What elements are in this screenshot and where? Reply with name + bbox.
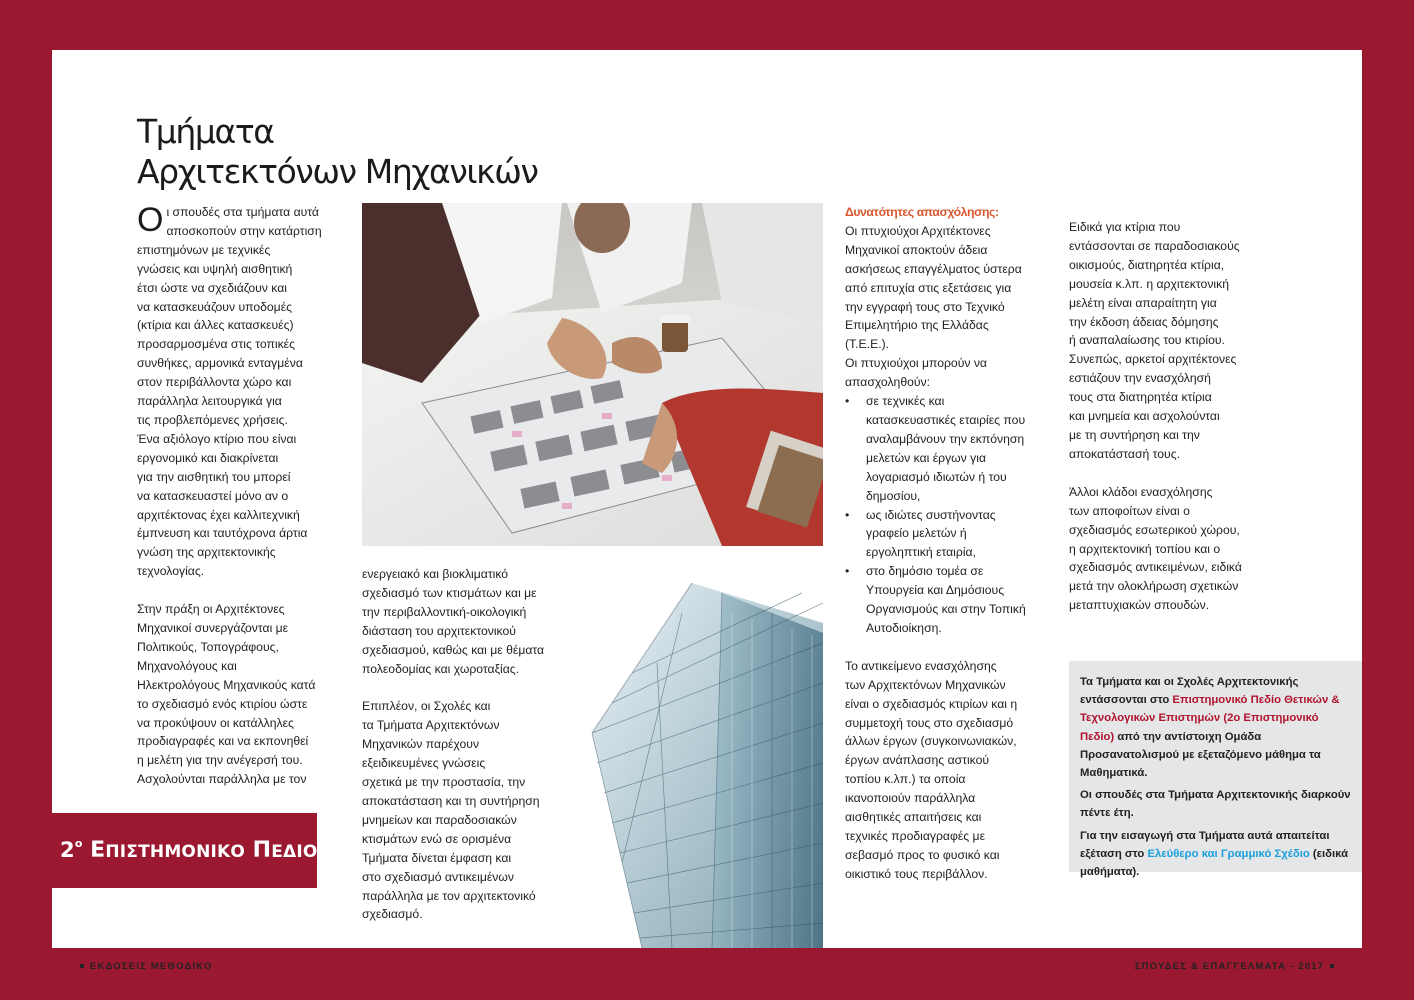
text-line: έτσι ώστε να σχεδιάζουν και [137,280,287,295]
text-line: • σε τεχνικές και [866,394,945,409]
text-line: γραφείο μελετών ή [866,526,967,541]
text-line: Μηχανικών παρέχουν [362,737,480,752]
text-line: από επιτυχία στις εξετάσεις για [845,280,1012,295]
text-line: την περιβαλλοντική-οικολογική [362,604,527,619]
text-line: εντάσσονται σε παραδοσιακούς [1069,238,1240,253]
text-line: Ηλεκτρολόγους Μηχανικούς κατά [137,677,316,692]
text-line: συνθήκες, αρμονικά ενταγμένα [137,356,303,371]
text-line: Επιπλέον, οι Σχολές και [362,699,491,714]
text-line: Ειδικά για κτίρια που [1069,220,1181,234]
text-line: τεχνικές προδιαγραφές με [845,829,986,843]
text-line: Τμήματα δίνεται έμφαση και [362,850,512,865]
employment-heading: Δυνατότητες απασχόλησης: [845,205,999,219]
text-line: αναλαμβάνουν την εκπόνηση [866,431,1025,446]
intro-paragraph [137,203,347,581]
second-column [362,565,572,924]
text-line: ικανοποιούν παράλληλα [845,791,976,806]
text-line: και μνημεία και ασχολούνται [1069,409,1220,424]
text-line: των Αρχιτεκτόνων Μηχανικών [845,677,1006,692]
footer-right [1135,956,1362,972]
title-line-2: Αρχιτεκτόνων Μηχανικών [137,152,538,191]
text-line: τεχνολογίας. [137,564,205,579]
text-line: εργονομικό και διακρίνεται [137,450,279,465]
text-line: προδιαγραφές και να εκπονηθεί [137,734,309,749]
info-duration-paragraph: Οι σπουδές στα Τμήματα Αρχιτεκτονικής διαρκούν πέντε έτη. [1080,789,1351,820]
text-line: Ένα αξιόλογο κτίριο που είναι [137,431,297,446]
text-line: μουσεία κ.λπ. η αρχιτεκτονική [1069,276,1229,291]
employment-list [845,392,1055,638]
text-line: σεβασμό προς το φυσικό και [845,847,1000,862]
scope-paragraph [845,657,1055,884]
text-line: Οι πτυχιούχοι μπορούν να [845,356,987,371]
text-line: Μηχανικοί αποκτούν άδεια [845,242,988,257]
text-line: άλλων έργων (συγκοινωνιακών, [845,734,1017,749]
text-line: την εγγραφή τους στο Τεχνικό [845,299,1005,314]
text-line: Οργανισμούς και στην Τοπική [866,602,1026,617]
text-line: συμμετοχή τους στο σχεδιασμό [845,715,1014,730]
text-line: (Τ.Ε.Ε.). [845,337,890,352]
info-text: Τα Τμήματα και οι Σχολές Αρχιτεκτονικής εντάσσονται στο [1080,676,1299,707]
text-line: εστιάζουν την ενασχόλησή [1069,371,1211,386]
practice-paragraph [137,600,347,789]
banner-word1-cap: Ε [90,838,106,863]
text-line: μελετών και έργων για [866,450,987,465]
text-line: οικιστικό τους περιβάλλον. [845,866,988,881]
heritage-paragraph [1069,218,1274,464]
text-line: Μηχανικοί συνεργάζονται με [137,621,289,636]
text-line: απασχοληθούν: [845,375,931,390]
footer-left [52,956,213,972]
text-line: αποσκοπούν στην κατάρτιση [166,223,322,238]
text-line: αρχιτέκτονας έχει καλλιτεχνική [137,507,300,522]
text-line: σχεδιασμό των κτισμάτων και με [362,585,537,600]
energy-paragraph [362,565,572,678]
text-line: την έκδοση άδειας δόμησης [1069,314,1219,329]
text-line: τους στα διατηρητέα κτίρια [1069,390,1212,405]
text-line: εξειδικευμένες γνώσεις [362,756,486,771]
text-line: κτισμάτων ενώ σε ορισμένα [362,831,512,846]
banner-number: 2 [60,838,75,862]
text-line: των αποφοίτων είναι ο [1069,503,1190,518]
banner-word2-rest: ΕΔΙΟ [271,842,318,862]
banner-word1-rest: ΠΙΣΤΗΜΟΝΙΚΟ [105,842,246,862]
text-line: Υπουργεία και Δημόσιους [866,583,1005,598]
text-line: Αυτοδιοίκηση. [866,620,942,635]
info-exam-paragraph [1080,827,1352,882]
text-line: δημοσίου, [866,488,921,503]
preservation-paragraph [362,697,572,924]
heritage-column [1069,218,1274,615]
text-line: γνώση της αρχιτεκτονικής [137,545,276,560]
intro-column [137,203,347,789]
employment-list-item [845,392,1055,505]
text-line: έργων ανάπλασης αστικού [845,753,990,768]
text-line: παράλληλα με τον αρχιτεκτονικό [362,888,536,903]
text-line: να προκύψουν οι κατάλληλες [137,715,294,730]
glass-building-image [572,583,823,948]
text-line: να κατασκευάζουν υποδομές [137,299,293,314]
info-red-highlight: Επιστημονικό Πεδίο Θετικών & Τεχνολογικών Επιστημών (2ο Επιστημονικό Πεδίο) [1080,694,1340,743]
architects-photo [362,203,823,546]
text-line: επιστημόνων με τεχνικές [137,242,271,257]
page-number-left: 314 [52,956,74,972]
publisher-name: ΕΚΔΟΣΕΙΣ ΜΕΘΟΔΙΚΟ [89,961,213,972]
text-line: λογαριασμό ιδιωτών ή του [866,469,1007,484]
text-line: Πολιτικούς, Τοπογράφους, [137,639,279,654]
text-line: για την αισθητική του μπορεί [137,469,291,484]
text-line: γνώσεις και υψηλή αισθητική [137,261,293,276]
text-line: προσαρμοσμένα στις τοπικές [137,337,295,352]
page-title [137,112,537,192]
text-line: η μελέτη για την ανέγερσή του. [137,753,303,768]
drop-cap: Ο [137,201,164,239]
text-line: ασκήσεως επαγγέλματος ύστερα [845,261,1022,276]
text-line: μελέτη είναι απαραίτητη για [1069,295,1217,310]
text-line: παράλληλα λειτουργικά για [137,394,282,409]
text-line: τις προβλεπόμενες χρήσεις. [137,412,288,427]
text-line: έμπνευση και ταυτόχρονα άρτια [137,526,308,541]
text-line: Το αντικείμενο ενασχόλησης [845,658,997,673]
square-bullet-icon [80,964,84,968]
text-line: Στην πράξη οι Αρχιτέκτονες [137,602,285,617]
text-line: ενεργειακό και βιοκλιματικό [362,567,509,581]
employment-column [845,203,1055,884]
text-line: εργοληπτική εταιρία, [866,545,976,560]
text-line: πολεοδομίας και χωροταξίας. [362,661,520,676]
text-line: τα Τμήματα Αρχιτεκτόνων [362,718,500,733]
text-line: αποκατάστασή τους. [1069,446,1180,461]
employment-list-item [845,562,1055,638]
text-line: να κατασκευαστεί μόνο αν ο [137,488,289,503]
text-line: το σχεδιασμό ενός κτιρίου ώστε [137,696,308,711]
scientific-field-banner [52,813,330,888]
text-line: Επιμελητήριο της Ελλάδας [845,318,989,333]
text-line: αποκατάσταση και τη συντήρηση [362,793,540,808]
banner-label [60,838,318,863]
text-line: (κτίρια και άλλες κατασκευές) [137,318,294,333]
banner-word2-cap: Π [252,838,272,863]
square-bullet-icon [1330,964,1334,968]
info-field-paragraph [1080,673,1352,782]
text-line: στο σχεδιασμό αντικειμένων [362,869,514,884]
text-line: μεταπτυχιακών σπουδών. [1069,598,1210,613]
text-line: σχετικά με την προστασία, την [362,775,526,790]
page-number-right: 315 [1340,956,1362,972]
text-line: ι σπουδές στα τμήματα αυτά [166,205,319,219]
info-text: (ειδικά μαθήματα). [1080,847,1349,879]
text-line: ή αναπαλαίωσης του κτιρίου. [1069,333,1225,348]
text-line: • ως ιδιώτες συστήνοντας [866,507,996,522]
text-line: σχεδιασμού, καθώς και με θέματα [362,642,545,657]
info-text: Για την εισαγωγή στα Τμήματα αυτά απαιτείται εξέταση στο [1080,829,1330,860]
text-line: οικισμούς, διατηρητέα κτίρια, [1069,257,1225,272]
text-line: Άλλοι κλάδοι ενασχόλησης [1069,484,1213,499]
text-line: Ασχολούνται παράλληλα με τον [137,772,307,787]
text-line: σχεδιασμός αντικειμένων, ειδικά [1069,560,1242,575]
license-paragraph [845,222,1055,392]
publication-name: ΣΠΟΥΔΕΣ & ΕΠΑΓΓΕΛΜΑΤΑ - 2017 [1134,961,1325,972]
text-line: η αρχιτεκτονική τοπίου και ο [1069,541,1221,556]
employment-list-item [845,506,1055,563]
title-line-1: Τμήματα [137,112,274,151]
text-line: αισθητικές απαιτήσεις και [845,810,982,825]
text-line: μνημείων και παραδοσιακών [362,812,517,827]
text-line: Μηχανολόγους και [137,658,237,673]
text-line: σχεδιασμό. [362,907,423,922]
other-fields-paragraph [1069,483,1274,615]
text-line: διάσταση του αρχιτεκτονικού [362,623,516,638]
info-box [1069,661,1362,879]
text-line: Οι πτυχιούχοι Αρχιτέκτονες [845,223,991,238]
text-line: τοπίου κ.λπ.) τα οποία [845,772,966,787]
text-line: μετά την ολοκλήρωση σχετικών [1069,579,1239,594]
text-line: Συνεπώς, αρκετοί αρχιτέκτονες [1069,352,1237,367]
text-line: με τη συντήρηση και την [1069,427,1200,442]
text-line: είναι ο σχεδιασμός κτιρίων και η [845,696,1018,711]
text-line: σχεδιασμός εσωτερικού χώρου, [1069,522,1240,537]
text-line: στον περιβάλλοντα χώρο και [137,375,292,390]
info-blue-highlight: Ελεύθερο και Γραμμικό Σχέδιο [1147,847,1310,860]
text-line: • στο δημόσιο τομέα σε [866,564,984,579]
info-text: από την αντίστοιχη Ομάδα Προσανατολισμού με εξεταζόμενο μάθημα τα Μαθηματικά. [1080,730,1321,780]
banner-ordinal: ο [74,837,83,850]
text-line: κατασκευαστικές εταιρίες που [866,412,1026,427]
